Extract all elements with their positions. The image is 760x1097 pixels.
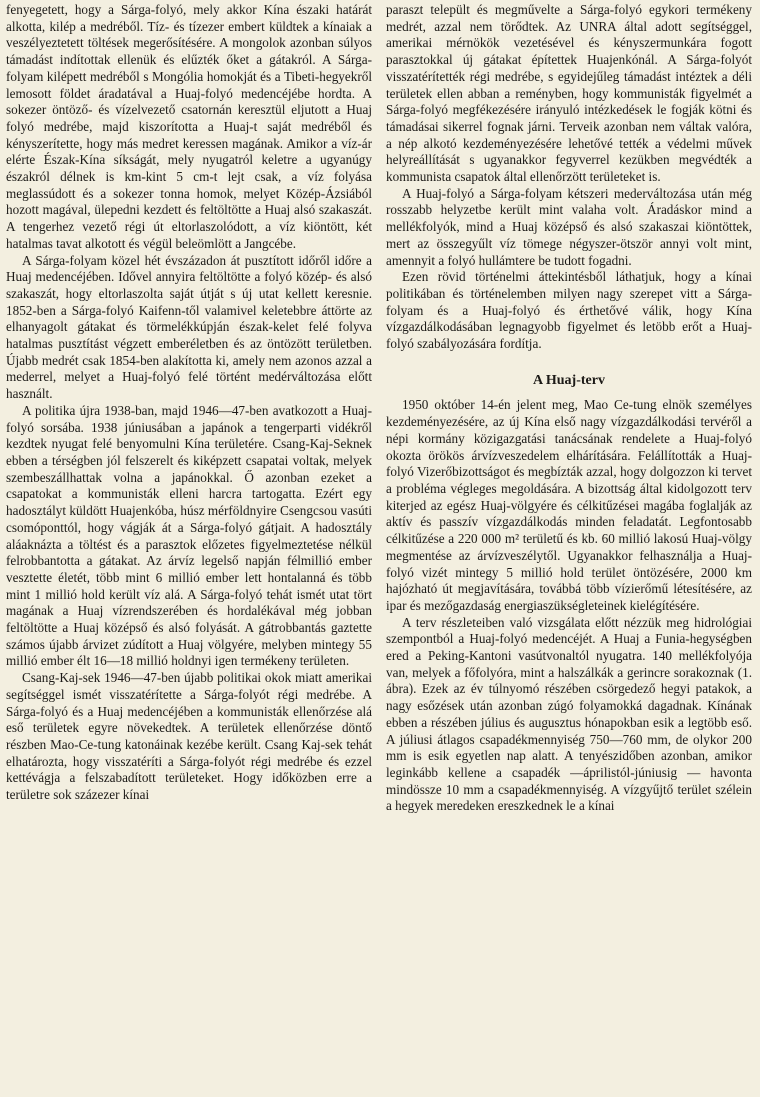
paragraph: A politika újra 1938-ban, majd 1946—47-ben avatkozott a Huaj-folyó sorsába. 1938 júniusában a japánok a tengerparti vidékről kezdtek nyugat felé benyomulni Kína területére. Csang-Kaj-Seknek ebben a térségben jól felszerelt és kiképzett csapatai voltak, melyek szembeszállhattak volna a japánokkal. Ő azonban ezeket a csapatokat a kommunisták elleni harcra tartogatta. Ezért egy hadosztályt küldött Huajenkóba, húsz mérföldnyire Csengcsou vasúti csomóponttól, hogy vágják át a Sárga-folyó gátjait. A hadosztály aláaknázta a töltést és a parasztok előzetes figyelmeztetése nélkül felrobbantotta a gátakat. Az árvíz legelső napján félmillió ember vesztette életét, több mint 6 millió ember lett hontalanná és több mint 1 millió hold került víz alá. A Sárga-folyó tehát ismét utat tört magának a Huaj vízrendszerében és hordalékával még jobban feltöltötte a Huaj középső és alsó folyását. A gátrobbantás gaztette számos újabb árvizet zúdított a Huaj völgyére, melyben mintegy 55 millió ember élt 16—18 millió holdnyi igen termékeny területen. [6, 402, 372, 669]
right-column [386, 2, 752, 1097]
section-heading: A Huaj-terv [533, 372, 605, 388]
paragraph: A Huaj-folyó a Sárga-folyam kétszeri mederváltozása után még rosszabb helyzetbe került mint valaha volt. Áradáskor mind a mellékfolyók, mind a Huaj középső és alsó szakaszai kiöntöttek, mert az összegyűlt víz tömege négyszer-ötször annyi volt mint, amennyit a folyó hullámtere be tudott fogadni. [386, 185, 752, 268]
paragraph: Csang-Kaj-sek 1946—47-ben újabb politikai okok miatt amerikai segítséggel ismét visszatérítette a Sárga-folyót régi medrébe. A Sárga-folyó és a Huaj medencéjében a kommunisták ellenőrzése alá eső területek egyre növekedtek. A területek ellenőrzése döntő részben Mao-Ce-tung katonáinak kezébe került. Csang Kaj-sek tehát elhatározta, hogy visszatéríti a Sárga-folyót régi medrébe és ezzel kettévágja a felszabadított területeket. Hogy időközben erre a területre sok százezer kínai [6, 670, 372, 803]
paragraph: 1950 október 14-én jelent meg, Mao Ce-tung elnök személyes kezdeményezésére, az új Kína első nagy vízgazdálkodási tervéről a népi kormány közigazgatási tanácsának rendelete a Huaj-folyó okozta örökös árvízveszedelem elhárítására. Felállították a Huaj-folyó Vizerőbizottságot és megbízták azzal, hogy dolgozzon ki tervet a probléma végleges megoldására. A bizottság által kidolgozott terv kiterjed az egész Huaj-völgyére és célkitűzései magába foglalják az aktív és passzív vízgazdálkodás minden feladatát. Legfontosabb célkitűzése a 220 000 m² területű és kb. 60 millió lakosú Huaj-völgy megmentése az árvízveszélytől. Ugyanakkor felhasználja a Huaj-folyó vizét mintegy 5 millió hold terület öntözésére, 2000 km hajózható út megjavítására, továbbá több vízierőmű létesítésére, az ipar és mezőgazdaság energiaszükségleteinek kielégítésére. [386, 397, 752, 613]
paragraph: A Sárga-folyam közel hét évszázadon át pusztított időről időre a Huaj medencéjében. Idővel annyira feltöltötte a folyó közép- és alsó szakaszát, hogy eltorlaszolta saját útját s új utat kellett keresnie. 1852-ben a Sárga-folyó Kaifenn-től valamivel keletebbre áttörte az elhanyagolt gátakat és törmelékkúpján észak-kelet felé folyva hatalmas pusztítást végzett emberéletben és az öntözött területben. Újabb medrét csak 1854-ben alakította ki, amely nem azonos azzal a mederrel, melyet a Huaj-folyó felé történt medérváltozása előtt használt. [6, 252, 372, 402]
paragraph: Ezen rövid történelmi áttekintésből láthatjuk, hogy a kínai politikában és történelemben milyen nagy szerepet vitt a Sárga-folyam és a Huaj-folyó és érthetővé válik, hogy Kína vízgazdálkodásában legnagyobb figyelmet és letöbb erőt a Huaj-folyó szabályozására fordítja. [386, 269, 752, 352]
paragraph: fenyegetett, hogy a Sárga-folyó, mely akkor Kína északi határát alkotta, kilép a medréből. Tíz- és tízezer embert küldtek a kínaiak a veszélyeztetett töltések megerősítésére. A mongolok azonban súlyos támadást indítottak ellenük és elűzték őket a gátakról. A Sárga-folyam kilépett medréből s Mongólia homokját és a Tibeti-hegyekről lemosott földet áradatával a Huaj-folyó medencéjébe hordta. A sokezer öntöző- és vízelvezető csatornán keresztül eljutott a Huaj folyó medrébe, majd kiszorította a Huaj-t saját medréből és kényszerítette, hogy más medret keressen magának. Amikor a víz-ár elérte Észak-Kína síkságát, mely nyugatról keletre a ugyanúgy északról délnek is km-kint 5 cm-t lejt csak, a víz folyása meglassúdott és a sokezer tonna homok, melyet Közép-Ázsiából hozott magával, ülepedni kezdett és feltöltötte a Huaj alsó szakaszát. A tengerhez vezető régi út eltorlaszolódott, a víz kiöntött, két hatalmas tavat alkotott és végül beleömlött a Jangcébe. [6, 2, 372, 251]
left-column [6, 2, 372, 1097]
paragraph: A terv részleteiben való vizsgálata előtt nézzük meg hidrológiai szempontból a Huaj-folyó medencéjét. A Huaj a Funia-hegységben ered a Peking-Kantoni vasútvonaltól nyugatra. 140 mellékfolyója van, melyek a főfolyóra, mint a halszálkák a gerincre sorakoznak (1. ábra). Ezek az év túlnyomó részében csörgedező hegyi patakok, a nagy esőzések után azonban zúgó folyamokká dagadnak. Kínának ebben a részében július és augusztus hónapokban esik a legtöbb eső. A júliusi átlagos csapadékmennyiség 750—760 mm, de olykor 200 mm is esik egyetlen nap alatt. A tenyészidőben azonban, amikor leginkább kellene a csapadék —áprilistól-júniusig — havonta mindössze 10 mm a csapadékmennyiség. A vízgyűjtő terület szélein a hegyek meredeken ereszkednek le a kínai [386, 614, 752, 814]
paragraph: paraszt települt és megművelte a Sárga-folyó egykori termékeny medrét, azzal nem törődtek. Az UNRA által adott segítséggel, amerikai mérnökök vezetésével és kényszermunkára fogott parasztokkal új gátakat építettek Huajenkónál. A Sárga-folyót visszatérítették régi medrébe, s egyidejűleg támadást intéztek a déli területek ellen abban a reményben, hogy kommunisták figyelmét a Sárga-folyó megfékezésére irányuló intézkedések le fogják kötni és támadásai sikerrel fognak járni. Terveik azonban nem váltak valóra, a nép alkotó kezdeményezésére lehetővé tették a védelmi művek helyreállítását s ugyanakkor fegyverrel kezükben megvédték a kommunista csapatok által ellenőrzött területeket is. [386, 2, 752, 185]
